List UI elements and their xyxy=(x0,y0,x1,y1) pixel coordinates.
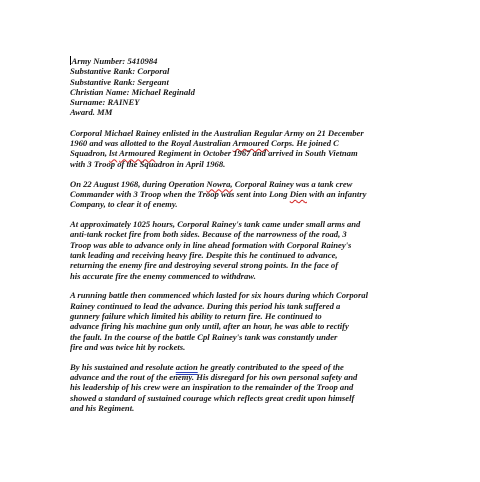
spelling-flag[interactable]: lst xyxy=(109,148,118,159)
spelling-flag[interactable]: Nowra, xyxy=(206,178,233,189)
christian-name: Christian Name: Michael Reginald xyxy=(70,86,195,97)
paragraph-running-battle: A running battle then commenced which lasted for six hours during which Corporal Rainey continued to lead the advance. During this period his tank suffered a gunnery failure which limited his ability to return fire. He continued to advance firing his machine gun only until, after an hour, he was able to rectify the fault. In the course of the battle Cpl Rainey's tank was constantly under fire and was twice hit by rockets. xyxy=(70,290,368,352)
substantive-rank-sergeant: Substantive Rank: Sergeant xyxy=(70,76,169,87)
substantive-rank-corporal: Substantive Rank: Corporal xyxy=(70,66,170,77)
surname: Surname: RAINEY xyxy=(70,97,140,108)
paragraph-conclusion: By his sustained and resolute action he greatly contributed to the speed of the advance and the rout of the enemy. His disregard for his own personal safety and his leadership of his crew were an inspiration to the remainder of the Troop and showed a standard of sustained courage which reflects great credit upon himself and his Regiment. xyxy=(70,361,358,413)
award: Award. MM xyxy=(70,107,113,118)
spelling-flag[interactable]: Armoured xyxy=(232,138,269,149)
paragraph-engagement: At approximately 1025 hours, Corporal Rainey's tank came under small arms and anti-tank rocket fire from both sides. Because of the narrowness of the road, 3 Troop was able to advance only in line ahead formation with Corporal Rainey's tank leading and receiving heavy fire. Despite this he continued to advance, returning the enemy fire and destroying several strong points. In the face of his accurate fire the enemy commenced to withdraw. xyxy=(70,219,361,281)
paragraph-enlistment: Corporal Michael Rainey enlisted in the Australian Regular Army on 21 December 1960 and was allotted to the Royal Australian Armoured Corps. He joined C Squadron, lst Armoured Regiment in October 1967 and arrived in South Vietnam with 3 Troop of the Squadron in April 1968. xyxy=(70,127,364,169)
paragraph-operation: On 22 August 1968, during Operation Nowra, Corporal Rainey was a tank crew Commander with 3 Troop when the Troop was sent into Long Dien with an infantry Company, to clear it of enemy. xyxy=(70,178,367,210)
spelling-flag[interactable]: Armoured xyxy=(119,148,156,159)
spelling-flag[interactable]: Dien xyxy=(289,188,307,199)
army-number: Army Number: 5410984 xyxy=(71,56,158,66)
service-details xyxy=(70,56,440,118)
grammar-flag[interactable]: action xyxy=(175,361,198,372)
